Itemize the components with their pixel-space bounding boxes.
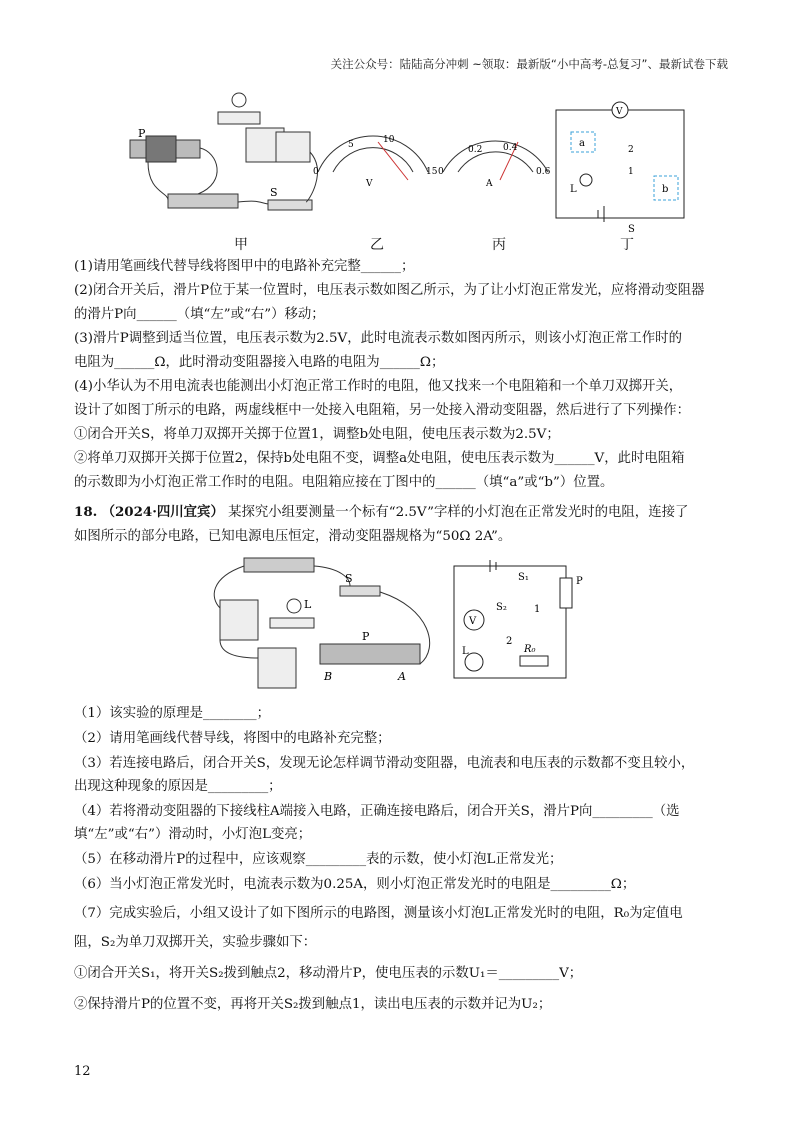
- apparatus-jia: [130, 93, 317, 210]
- svg-text:S₂: S₂: [496, 602, 507, 613]
- q18-part: （2）请用笔画线代替导线，将图中的电路补充完整；: [74, 731, 391, 746]
- q17-line: (2)闭合开关后，滑片P位于某一位置时，电压表示数如图乙所示，为了让小灯泡正常发光，应将滑动变阻器: [74, 283, 705, 298]
- svg-text:V: V: [616, 107, 623, 117]
- svg-text:0.2: 0.2: [468, 145, 483, 155]
- svg-text:a: a: [579, 138, 585, 149]
- q17-line: 设计了如图丁所示的电路，两虚线框中一处接入电阻箱，另一处接入滑动变阻器，然后进行了下列操作：: [74, 403, 690, 418]
- q18-line: 某探究小组要测量一个标有“2.5V”字样的小灯泡在正常发光时的电阻，连接了: [228, 505, 689, 520]
- svg-text:L: L: [570, 184, 577, 195]
- voltmeter-dial: [318, 136, 428, 180]
- caption-bing: 丙: [492, 237, 506, 253]
- svg-text:A: A: [398, 670, 406, 683]
- q17-line: ②将单刀双掷开关掷于位置2，保持b处电阻不变，调整a处电阻，使电压表示数为______V，此时电阻箱: [74, 451, 685, 466]
- circuit-figures-2: [200, 548, 620, 698]
- svg-text:V: V: [366, 179, 373, 189]
- q18-part: 填“左”或“右”）滑动时，小灯泡L变亮；: [74, 827, 312, 842]
- q18-line: 如图所示的部分电路，已知电源电压恒定，滑动变阻器规格为“50Ω 2A”。: [74, 529, 512, 544]
- q17-line: 电阻为______Ω，此时滑动变阻器接入电路的电阻为______Ω；: [74, 355, 445, 370]
- q18-intro: [74, 502, 734, 547]
- q17-line: 的滑片P向______（填“左”或“右”）移动；: [74, 307, 325, 322]
- q17-body: [74, 258, 724, 492]
- svg-text:10: 10: [383, 135, 395, 145]
- svg-text:0.6: 0.6: [536, 167, 551, 177]
- q18-part: （3）若连接电路后，闭合开关S，发现无论怎样调节滑动变阻器，电流表和电压表的示数都不变且较小，: [74, 756, 695, 771]
- q18-part: （7）完成实验后，小组又设计了如下图所示的电路图，测量该小灯泡L正常发光时的电阻，R₀为定值电: [74, 906, 683, 921]
- caption-jia: 甲: [234, 237, 248, 253]
- svg-text:S: S: [628, 224, 635, 235]
- q18-part: ①闭合开关S₁，将开关S₂拨到触点2，移动滑片P，使电压表的示数U₁＝_________V；: [74, 966, 583, 981]
- page-number: 12: [74, 1064, 91, 1079]
- q18-body: [74, 704, 744, 1014]
- figure-row-2: [200, 548, 620, 698]
- q17-line: (4)小华认为不用电流表也能测出小灯泡正常工作时的电阻，他又找来一个电阻箱和一个单刀双掷开关，: [74, 379, 683, 394]
- q18-part: （6）当小灯泡正常发光时，电流表示数为0.25A，则小灯泡正常发光时的电阻是_________Ω；: [74, 877, 636, 892]
- question-number: 18.: [74, 504, 98, 520]
- q18-part: 阻，S₂为单刀双掷开关，实验步骤如下：: [74, 935, 317, 950]
- svg-text:P: P: [576, 576, 583, 587]
- caption-yi: 乙: [370, 237, 384, 253]
- q17-line: (3)滑片P调整到适当位置，电压表示数为2.5V，此时电流表示数如图丙所示，则该小灯泡正常工作时的: [74, 331, 682, 346]
- figure-row-1: [108, 92, 708, 252]
- ammeter-dial: [443, 141, 548, 180]
- label-s: S: [270, 186, 278, 199]
- svg-text:L: L: [462, 646, 469, 657]
- svg-text:15: 15: [426, 167, 438, 177]
- caption-ding: 丁: [620, 237, 634, 253]
- q18-part: ②保持滑片P的位置不变，再将开关S₂拨到触点1，读出电压表的示数并记为U₂；: [74, 997, 552, 1012]
- q18-part: （4）若将滑动变阻器的下接线柱A端接入电路，正确连接电路后，闭合开关S，滑片P向_________（选: [74, 804, 680, 819]
- svg-text:0: 0: [438, 167, 444, 177]
- svg-text:L: L: [304, 598, 312, 611]
- q17-line: ①闭合开关S，将单刀双掷开关掷于位置1，调整b处电阻，使电压表示数为2.5V；: [74, 427, 560, 442]
- svg-text:b: b: [662, 184, 669, 195]
- svg-text:R₀: R₀: [524, 644, 536, 655]
- svg-text:S: S: [345, 572, 353, 585]
- q18-part: 出现这种现象的原因是_________；: [74, 779, 282, 794]
- label-p: P: [138, 127, 146, 140]
- circuit-figures-1: [108, 92, 708, 252]
- svg-text:V: V: [469, 616, 477, 627]
- question-source: （2024·四川宜宾）: [101, 504, 224, 520]
- svg-text:B: B: [324, 670, 333, 683]
- svg-text:P: P: [362, 630, 370, 643]
- svg-text:2: 2: [506, 636, 513, 647]
- svg-text:0.4: 0.4: [503, 143, 518, 153]
- q17-line: 的示数即为小灯泡正常工作时的电阻。电阻箱应接在丁图中的______（填“a”或“b”）位置。: [74, 475, 614, 490]
- svg-text:0: 0: [313, 167, 319, 177]
- svg-text:S₁: S₁: [518, 572, 529, 583]
- svg-text:5: 5: [348, 140, 354, 150]
- svg-text:A: A: [486, 179, 493, 189]
- circuit-ding: [556, 102, 684, 222]
- q17-line: (1)请用笔画线代替导线将图甲中的电路补充完整______；: [74, 259, 415, 274]
- q18-part: （5）在移动滑片P的过程中，应该观察_________表的示数，使小灯泡L正常发光；: [74, 852, 563, 867]
- q18-part: （1）该实验的原理是________；: [74, 706, 270, 721]
- svg-text:1: 1: [628, 167, 634, 177]
- svg-text:1: 1: [534, 604, 541, 615]
- svg-text:2: 2: [628, 145, 634, 155]
- page-header: 关注公众号：陆陆高分冲刺 ~领取：最新版“小中高考-总复习”、最新试卷下载: [330, 57, 728, 71]
